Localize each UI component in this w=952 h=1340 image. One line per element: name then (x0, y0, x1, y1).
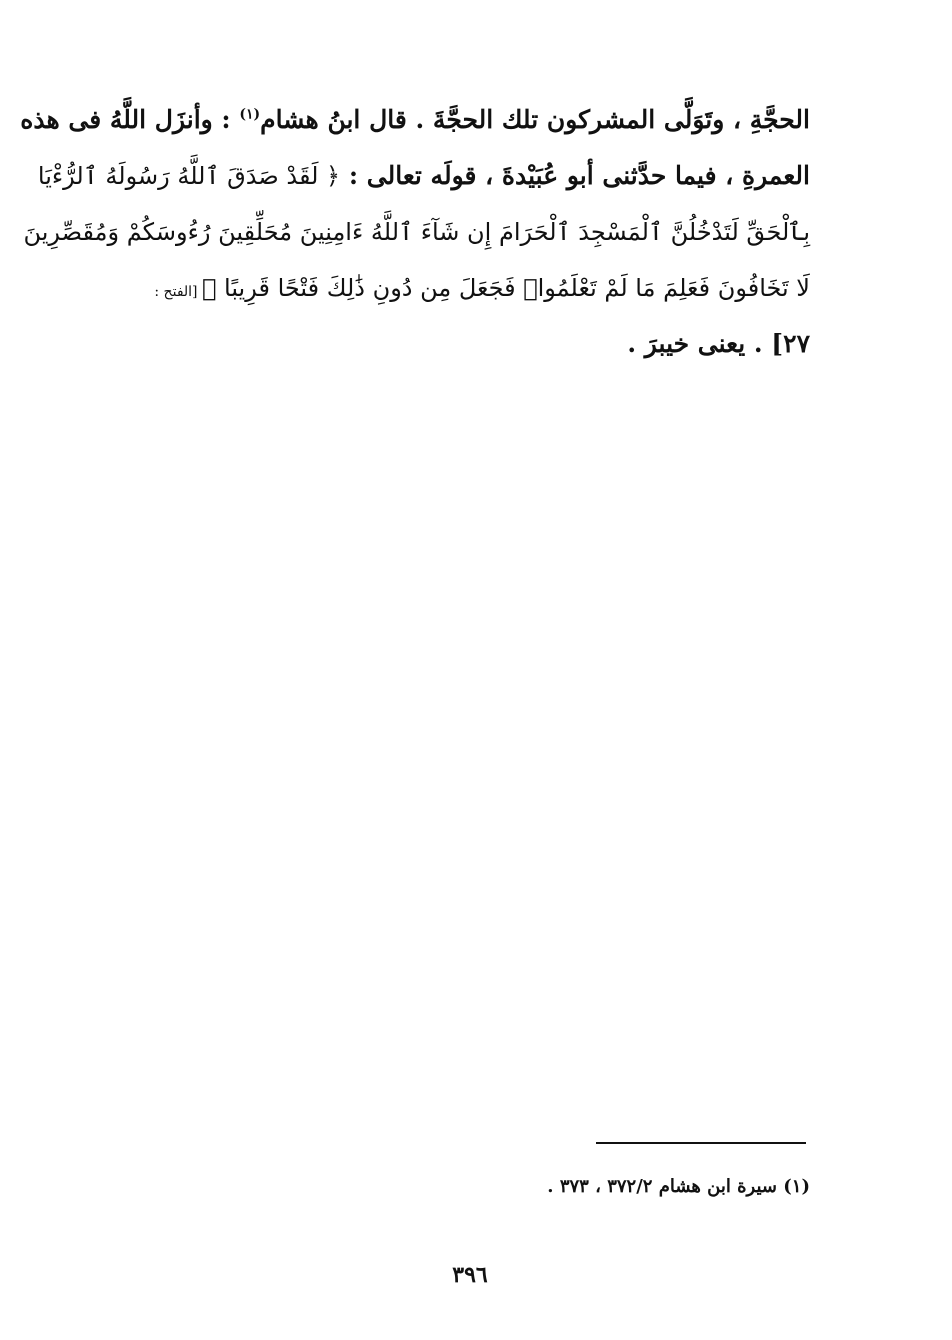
text-line-1 (20, 92, 810, 148)
text-line-2 (37, 148, 810, 204)
quran-verse-segment: بِٱلْحَقِّ لَتَدْخُلُنَّ ٱلْمَسْجِدَ ٱلْحَرَامَ إِن شَآءَ ٱللَّهُ ءَامِنِينَ مُحَلِّقِينَ رُءُوسَكُمْ وَمُقَصِّرِينَ (23, 218, 810, 246)
surah-reference: [الفتح : (154, 284, 202, 300)
page-number: ٣٩٦ (452, 1262, 488, 1288)
text-line-5 (96, 316, 810, 372)
text-line-3 (23, 204, 810, 260)
footnote-marker: (١) (239, 106, 261, 123)
text-line-4 (96, 260, 810, 316)
quran-verse-segment: ﴿ لَقَدْ صَدَقَ ٱللَّهُ رَسُولَهُ ٱلرُّءْيَا (37, 162, 341, 190)
text-segment: العمرةِ ، فيما حدَّثنى أبو عُبَيْدةَ ، قولَه تعالى : (340, 161, 810, 190)
quran-verse-segment: لَا تَخَافُونَ فَعَلِمَ مَا لَمْ تَعْلَمُوا۟ فَجَعَلَ مِن دُونِ ذَٰلِكَ فَتْحًا قَرِيبًا ﴾ (201, 274, 810, 302)
text-segment: ٢٧] . يعنى خيبرَ . (627, 329, 810, 358)
text-segment: الحجَّةِ ، وتَوَلَّى المشركون تلك الحجَّةَ . قال ابنُ هشام (260, 105, 810, 134)
main-text (20, 92, 810, 372)
text-segment: : وأنزَل اللَّهُ فى هذه (20, 105, 240, 134)
footnote-divider (596, 1142, 806, 1144)
footnote: (١) سيرة ابن هشام ٣٧٢/٢ ، ٣٧٣ . (547, 1176, 810, 1197)
